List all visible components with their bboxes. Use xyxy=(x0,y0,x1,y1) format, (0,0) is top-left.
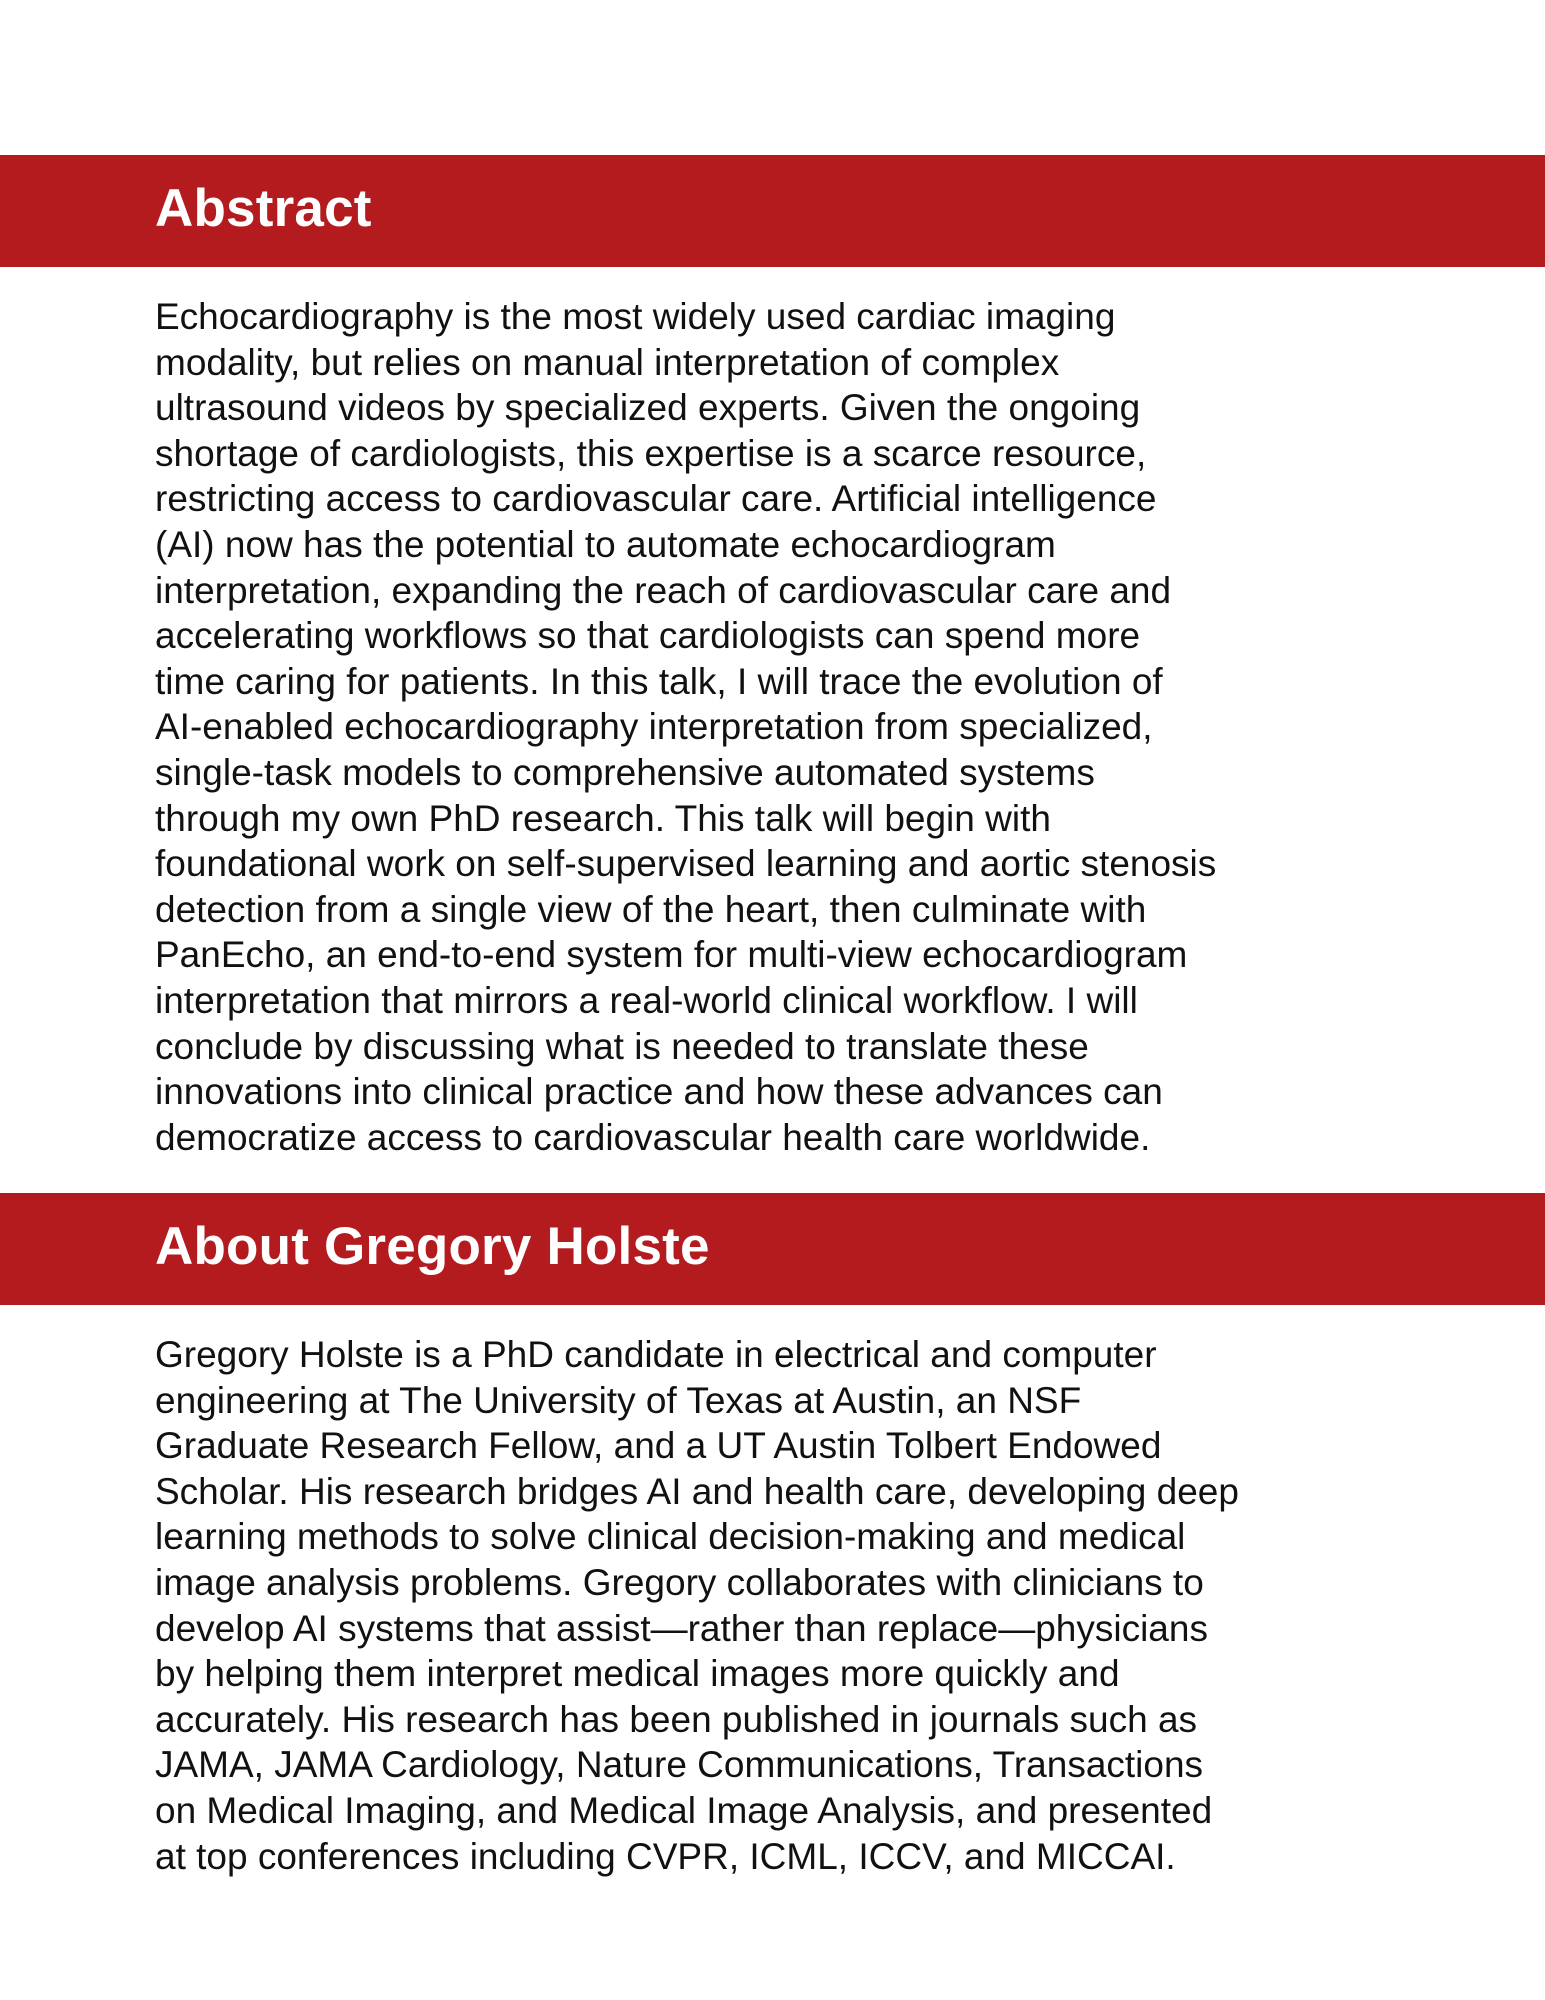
about-heading: About Gregory Holste xyxy=(155,1217,710,1276)
abstract-line: interpretation that mirrors a real-world clinical workflow. I will xyxy=(155,979,1138,1021)
abstract-line: AI-enabled echocardiography interpretation from specialized, xyxy=(155,706,1153,748)
abstract-paragraph xyxy=(155,294,1216,1160)
bio-line: learning methods to solve clinical decision-making and medical xyxy=(155,1516,1186,1558)
abstract-line: single-task models to comprehensive automated systems xyxy=(155,751,1095,793)
about-banner xyxy=(0,1193,1545,1305)
bio-line: Graduate Research Fellow, and a UT Austin Tolbert Endowed xyxy=(155,1425,1162,1467)
abstract-heading: Abstract xyxy=(155,179,372,238)
abstract-line: detection from a single view of the heart, then culminate with xyxy=(155,888,1147,930)
abstract-line: modality, but relies on manual interpretation of complex xyxy=(155,341,1060,383)
bio-line: JAMA, JAMA Cardiology, Nature Communications, Transactions xyxy=(155,1744,1204,1786)
bio-line: image analysis problems. Gregory collaborates with clinicians to xyxy=(155,1561,1204,1603)
abstract-banner xyxy=(0,155,1545,267)
abstract-line: ultrasound videos by specialized experts. Given the ongoing xyxy=(155,387,1141,429)
abstract-line: restricting access to cardiovascular care. Artificial intelligence xyxy=(155,478,1157,520)
abstract-line: Echocardiography is the most widely used cardiac imaging xyxy=(155,296,1116,337)
abstract-line: innovations into clinical practice and how these advances can xyxy=(155,1071,1163,1113)
bio-line: engineering at The University of Texas at Austin, an NSF xyxy=(155,1379,1082,1421)
bio-line: develop AI systems that assist—rather than replace—physicians xyxy=(155,1607,1208,1649)
abstract-line: PanEcho, an end-to-end system for multi-view echocardiogram xyxy=(155,934,1188,976)
abstract-line: conclude by discussing what is needed to translate these xyxy=(155,1025,1089,1067)
abstract-line: accelerating workflows so that cardiologists can spend more xyxy=(155,615,1141,657)
bio-paragraph xyxy=(155,1332,1239,1879)
bio-line: accurately. His research has been published in journals such as xyxy=(155,1698,1198,1740)
abstract-line: interpretation, expanding the reach of cardiovascular care and xyxy=(155,569,1172,611)
abstract-line: shortage of cardiologists, this expertise is a scarce resource, xyxy=(155,432,1147,474)
abstract-line: (AI) now has the potential to automate echocardiogram xyxy=(155,523,1056,565)
abstract-line: time caring for patients. In this talk, I will trace the evolution of xyxy=(155,660,1163,702)
bio-line: Scholar. His research bridges AI and health care, developing deep xyxy=(155,1470,1239,1512)
abstract-line: foundational work on self-supervised learning and aortic stenosis xyxy=(155,843,1217,885)
bio-line: on Medical Imaging, and Medical Image Analysis, and presented xyxy=(155,1789,1213,1831)
bio-line: at top conferences including CVPR, ICML, ICCV, and MICCAI. xyxy=(155,1835,1176,1877)
bio-line: by helping them interpret medical images more quickly and xyxy=(155,1653,1120,1695)
abstract-line: through my own PhD research. This talk will begin with xyxy=(155,797,1051,839)
abstract-line: democratize access to cardiovascular health care worldwide. xyxy=(155,1116,1151,1158)
bio-line: Gregory Holste is a PhD candidate in electrical and computer xyxy=(155,1334,1157,1375)
